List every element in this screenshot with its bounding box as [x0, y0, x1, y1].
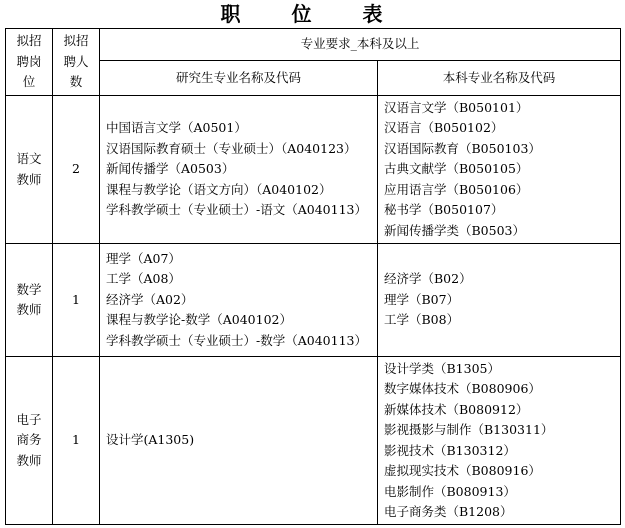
graduate-majors-cell: [100, 244, 378, 357]
list-item: 影视摄影与制作（B130311）: [384, 422, 554, 437]
undergrad-header: 本科专业名称及代码: [378, 61, 621, 96]
list-item: 汉语言文学（B050101）: [384, 99, 529, 115]
count-cell: 1: [53, 244, 100, 357]
undergrad-majors-cell: [378, 357, 621, 525]
list-item: 影视技术（B130312）: [384, 442, 516, 458]
list-item: 秘书学（B050107）: [384, 202, 504, 218]
list-item: 学科教学硕士（专业硕士）-语文（A040113）: [106, 202, 367, 218]
page-title: 职 位 表: [220, 2, 405, 26]
graduate-header: 研究生专业名称及代码: [100, 61, 378, 96]
undergrad-majors-cell: [378, 96, 621, 244]
list-item: 课程与教学论（语文方向）（A040102）: [106, 181, 332, 197]
list-item: 汉语国际教育（B050103）: [384, 140, 541, 156]
list-item: 数字媒体技术（B080906）: [384, 381, 541, 396]
list-item: 设计学类（B1305）: [384, 360, 500, 376]
table-row: [6, 357, 621, 525]
count-cell: 2: [53, 96, 100, 244]
table-row: [6, 96, 621, 244]
list-item: 新闻传播学类（B0503）: [384, 222, 525, 238]
count-header: 拟招 聘人 数: [53, 29, 100, 96]
requirement-header: 专业要求_本科及以上: [100, 29, 621, 61]
list-item: 课程与教学论-数学（A040102）: [106, 312, 292, 328]
list-item: 中国语言文学（A0501）: [106, 120, 247, 136]
list-item: 理学（A07）: [106, 250, 181, 266]
position-cell: 电子 商务 教师: [6, 357, 53, 525]
position-cell: 语文 教师: [6, 96, 53, 244]
table-row: [6, 244, 621, 357]
position-cell: 数学 教师: [6, 244, 53, 357]
list-item: 汉语国际教育硕士（专业硕士）（A040123）: [106, 140, 357, 156]
list-item: 工学（A08）: [106, 271, 181, 287]
list-item: 新闻传播学（A0503）: [106, 161, 235, 177]
list-item: 理学（B07）: [384, 291, 460, 307]
list-item: 应用语言学（B050106）: [384, 181, 529, 197]
count-cell: 1: [53, 357, 100, 525]
undergrad-majors-cell: [378, 244, 621, 357]
list-item: 新媒体技术（B080912）: [384, 401, 529, 417]
list-item: 工学（B08）: [384, 312, 460, 328]
position-header: 拟招 聘岗 位: [6, 29, 53, 96]
list-item: 经济学（B02）: [384, 271, 472, 287]
list-item: 虚拟现实技术（B080916）: [384, 463, 541, 478]
list-item: 设计学(A1305): [106, 432, 195, 448]
list-item: 学科教学硕士（专业硕士）-数学（A040113）: [106, 332, 367, 348]
list-item: 汉语言（B050102）: [384, 120, 504, 136]
list-item: 电影制作（B080913）: [384, 483, 516, 499]
position-table: [5, 28, 621, 525]
list-item: 古典文献学（B050105）: [384, 161, 529, 177]
graduate-majors-cell: [100, 96, 378, 244]
list-item: 电子商务类（B1208）: [384, 504, 513, 519]
list-item: 经济学（A02）: [106, 291, 194, 307]
graduate-majors-cell: [100, 357, 378, 525]
